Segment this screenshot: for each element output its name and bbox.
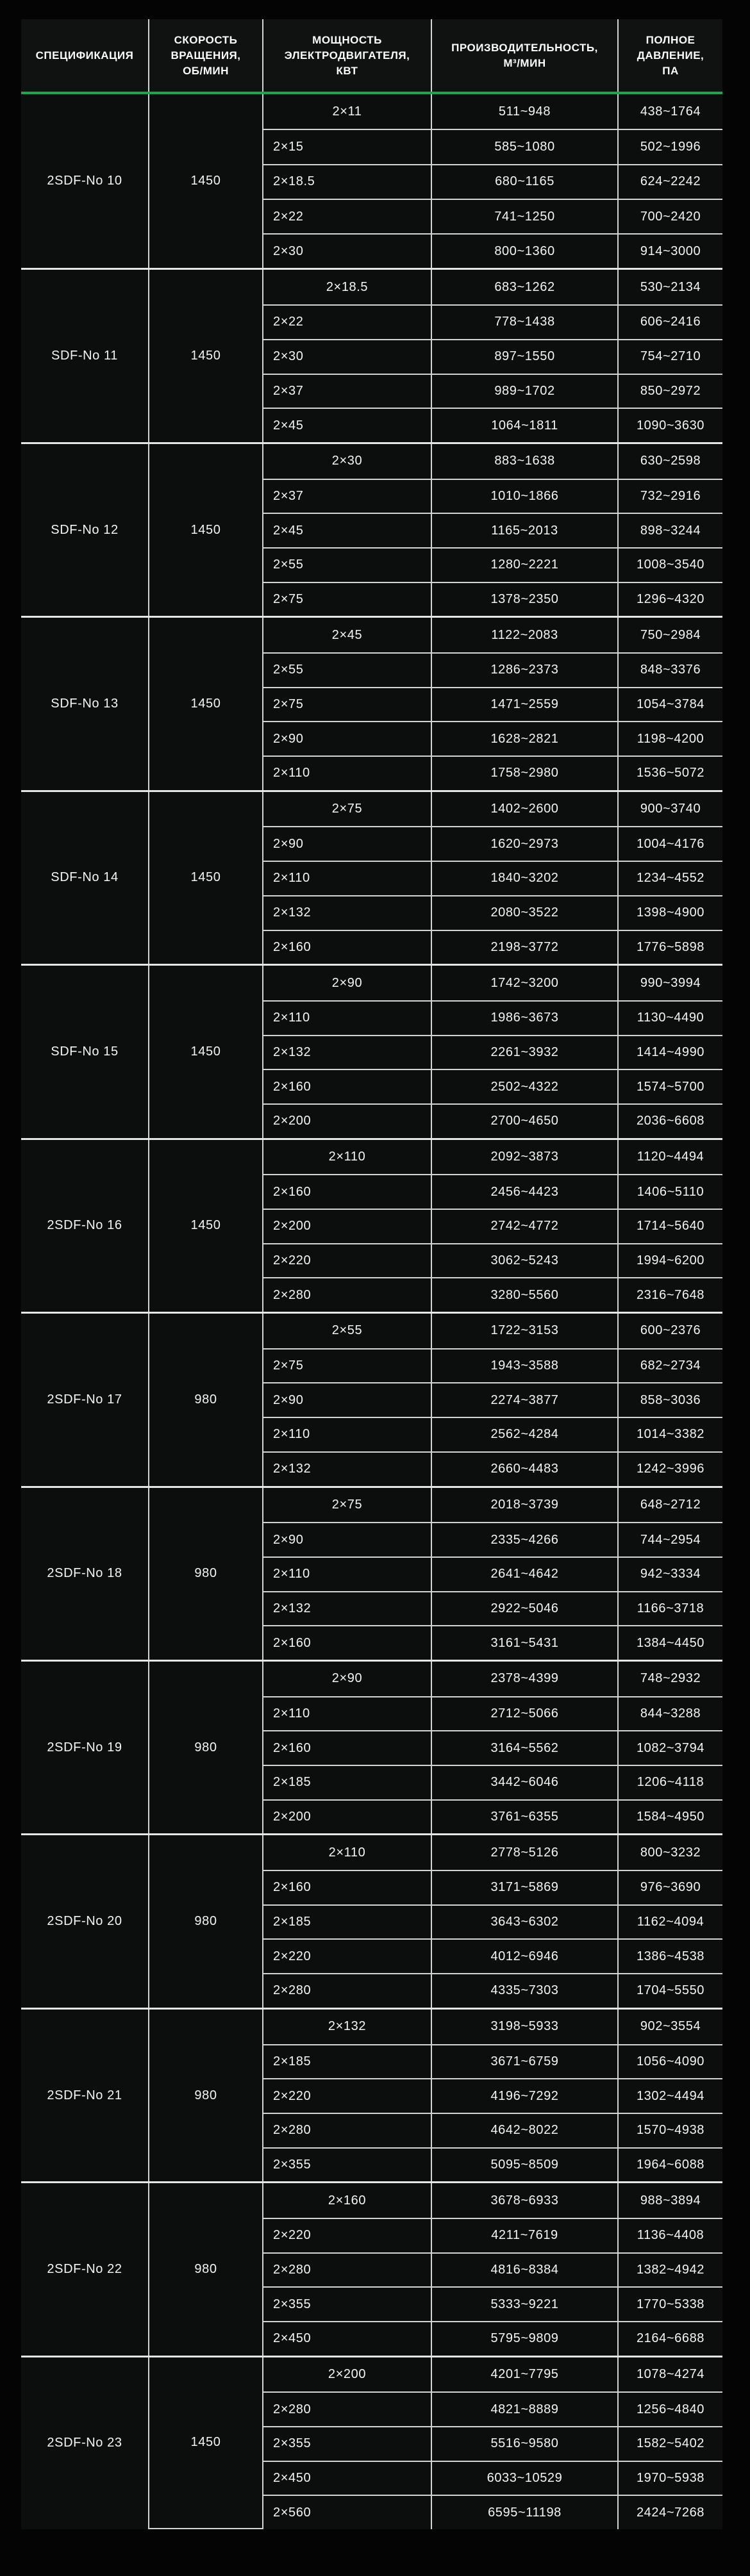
- pressure-cell: 1584~4950: [617, 1799, 722, 1834]
- capacity-cell: 2274~3877: [431, 1382, 617, 1417]
- spec-name: SDF-No 15: [51, 1044, 119, 1059]
- capacity-cell: 2922~5046: [431, 1591, 617, 1626]
- header-cell-total-pressure-line: ПОЛНОЕ: [646, 33, 696, 46]
- power-cell: 2×220: [262, 1938, 431, 1973]
- capacity-cell: 2261~3932: [431, 1035, 617, 1069]
- pressure-cell: 744~2954: [617, 1522, 722, 1556]
- pressure-cell: 1302~4494: [617, 2078, 722, 2113]
- capacity-cell: 3671~6759: [431, 2044, 617, 2079]
- capacity-cell: 1378~2350: [431, 582, 617, 616]
- power-cell: 2×90: [262, 826, 431, 861]
- spec-group: [21, 2356, 722, 2529]
- pressure-cell: 976~3690: [617, 1870, 722, 1904]
- power-cell: 2×110: [262, 755, 431, 790]
- header-cell-total-pressure-line: ДАВЛЕНИЕ,: [637, 49, 704, 62]
- pressure-cell: 900~3740: [617, 792, 722, 827]
- capacity-cell: 1064~1811: [431, 408, 617, 442]
- pressure-cell: 1008~3540: [617, 547, 722, 582]
- pressure-cell: 732~2916: [617, 479, 722, 513]
- capacity-cell: 3198~5933: [431, 2010, 617, 2044]
- power-cell: 2×22: [262, 199, 431, 233]
- power-cell: 2×280: [262, 2252, 431, 2287]
- spec-group: [21, 94, 722, 268]
- capacity-cell: 3761~6355: [431, 1799, 617, 1834]
- pressure-cell: 748~2932: [617, 1662, 722, 1696]
- power-cell: 2×75: [262, 1348, 431, 1383]
- capacity-cell: 2198~3772: [431, 930, 617, 964]
- pressure-cell: 700~2420: [617, 199, 722, 233]
- power-cell: 2×132: [262, 1451, 431, 1486]
- header-cell-rotation-speed: [148, 19, 262, 92]
- capacity-cell: 3164~5562: [431, 1730, 617, 1765]
- power-cell: 2×110: [262, 861, 431, 895]
- pressure-cell: 914~3000: [617, 233, 722, 268]
- capacity-cell: 1471~2559: [431, 687, 617, 722]
- capacity-cell: 2092~3873: [431, 1140, 617, 1175]
- pressure-cell: 1414~4990: [617, 1035, 722, 1069]
- power-cell: 2×280: [262, 1973, 431, 2008]
- spec-group: [21, 616, 722, 789]
- speed-value: 1450: [148, 618, 262, 789]
- pressure-cell: 1004~4176: [617, 826, 722, 861]
- spec-group: [21, 1138, 722, 1312]
- pressure-cell: 1014~3382: [617, 1417, 722, 1451]
- speed-value: 980: [148, 2010, 262, 2181]
- pressure-cell: 1582~5402: [617, 2426, 722, 2461]
- pressure-cell: 624~2242: [617, 164, 722, 199]
- speed-value: 1450: [148, 94, 262, 268]
- pressure-cell: 1234~4552: [617, 861, 722, 895]
- capacity-cell: 683~1262: [431, 270, 617, 304]
- power-cell: 2×280: [262, 2113, 431, 2147]
- capacity-cell: 3678~6933: [431, 2183, 617, 2218]
- power-cell: 2×160: [262, 2183, 431, 2218]
- pressure-cell: 1056~4090: [617, 2044, 722, 2079]
- spec-group: [21, 790, 722, 964]
- power-cell: 2×110: [262, 1417, 431, 1451]
- speed-value: 980: [148, 1314, 262, 1485]
- power-cell: 2×75: [262, 792, 431, 827]
- capacity-cell: 1840~3202: [431, 861, 617, 895]
- power-cell: 2×200: [262, 1209, 431, 1243]
- power-cell: 2×220: [262, 2078, 431, 2113]
- power-cell: 2×30: [262, 339, 431, 374]
- pressure-cell: 1166~3718: [617, 1591, 722, 1626]
- pressure-cell: 1398~4900: [617, 895, 722, 930]
- capacity-cell: 585~1080: [431, 129, 617, 163]
- power-cell: 2×110: [262, 1556, 431, 1591]
- power-cell: 2×132: [262, 895, 431, 930]
- capacity-cell: 3442~6046: [431, 1765, 617, 1799]
- pressure-cell: 902~3554: [617, 2010, 722, 2044]
- speed-value: 980: [148, 1835, 262, 2007]
- power-cell: 2×18.5: [262, 270, 431, 304]
- speed-value: 1450: [148, 792, 262, 964]
- spec-group: [21, 1660, 722, 1833]
- capacity-cell: 2018~3739: [431, 1488, 617, 1523]
- power-cell: 2×15: [262, 129, 431, 163]
- power-cell: 2×185: [262, 1765, 431, 1799]
- pressure-cell: 1570~4938: [617, 2113, 722, 2147]
- capacity-cell: 3161~5431: [431, 1625, 617, 1660]
- capacity-cell: 6033~10529: [431, 2461, 617, 2495]
- pressure-cell: 1384~4450: [617, 1625, 722, 1660]
- capacity-cell: 2641~4642: [431, 1556, 617, 1591]
- capacity-cell: 989~1702: [431, 374, 617, 408]
- power-cell: 2×355: [262, 2426, 431, 2461]
- header-cell-motor-power-line: ЭЛЕКТРОДВИГАТЕЛЯ,: [284, 49, 410, 62]
- capacity-cell: 4335~7303: [431, 1973, 617, 2008]
- power-cell: 2×160: [262, 930, 431, 964]
- pressure-cell: 850~2972: [617, 374, 722, 408]
- capacity-cell: 4816~8384: [431, 2252, 617, 2287]
- capacity-cell: 741~1250: [431, 199, 617, 233]
- pressure-cell: 1776~5898: [617, 930, 722, 964]
- speed-value: 980: [148, 2183, 262, 2355]
- pressure-cell: 2424~7268: [617, 2495, 722, 2529]
- capacity-cell: 3280~5560: [431, 1277, 617, 1312]
- pressure-cell: 1136~4408: [617, 2218, 722, 2252]
- capacity-cell: 3062~5243: [431, 1243, 617, 1278]
- capacity-cell: 2502~4322: [431, 1069, 617, 1103]
- header-cell-capacity-line: М³/МИН: [503, 56, 546, 69]
- power-cell: 2×45: [262, 408, 431, 442]
- power-cell: 2×160: [262, 1870, 431, 1904]
- pressure-cell: 2036~6608: [617, 1103, 722, 1138]
- power-cell: 2×18.5: [262, 164, 431, 199]
- pressure-cell: 754~2710: [617, 339, 722, 374]
- power-cell: 2×90: [262, 1522, 431, 1556]
- power-cell: 2×160: [262, 1069, 431, 1103]
- pressure-cell: 898~3244: [617, 513, 722, 547]
- power-cell: 2×560: [262, 2495, 431, 2529]
- power-cell: 2×110: [262, 1835, 431, 1870]
- header-cell-rotation-speed-line: ОБ/МИН: [183, 64, 229, 77]
- capacity-cell: 3171~5869: [431, 1870, 617, 1904]
- power-cell: 2×450: [262, 2461, 431, 2495]
- spec-name: 2SDF-No 19: [47, 1740, 122, 1754]
- power-cell: 2×11: [262, 94, 431, 129]
- pressure-cell: 1198~4200: [617, 721, 722, 755]
- pressure-cell: 2164~6688: [617, 2321, 722, 2356]
- spec-group: [21, 442, 722, 616]
- table-body: [21, 94, 722, 2529]
- power-cell: 2×220: [262, 1243, 431, 1278]
- capacity-cell: 4642~8022: [431, 2113, 617, 2147]
- spec-group: [21, 964, 722, 1137]
- capacity-cell: 1286~2373: [431, 652, 617, 687]
- spec-name: 2SDF-No 23: [47, 2436, 122, 2450]
- speed-value: 1450: [148, 1140, 262, 1312]
- capacity-cell: 2712~5066: [431, 1696, 617, 1731]
- power-cell: 2×200: [262, 1799, 431, 1834]
- power-cell: 2×55: [262, 1314, 431, 1348]
- capacity-cell: 1742~3200: [431, 966, 617, 1000]
- power-cell: 2×22: [262, 304, 431, 339]
- capacity-cell: 2660~4483: [431, 1451, 617, 1486]
- power-cell: 2×75: [262, 582, 431, 616]
- capacity-cell: 1010~1866: [431, 479, 617, 513]
- capacity-cell: 3643~6302: [431, 1904, 617, 1939]
- pressure-cell: 1090~3630: [617, 408, 722, 442]
- spec-name: 2SDF-No 10: [47, 174, 122, 188]
- capacity-cell: 1620~2973: [431, 826, 617, 861]
- pressure-cell: 1082~3794: [617, 1730, 722, 1765]
- power-cell: 2×200: [262, 1103, 431, 1138]
- power-cell: 2×355: [262, 2147, 431, 2182]
- power-cell: 2×75: [262, 1488, 431, 1523]
- capacity-cell: 2742~4772: [431, 1209, 617, 1243]
- capacity-cell: 1628~2821: [431, 721, 617, 755]
- power-cell: 2×37: [262, 374, 431, 408]
- pressure-cell: 1382~4942: [617, 2252, 722, 2287]
- power-cell: 2×90: [262, 1382, 431, 1417]
- power-cell: 2×160: [262, 1730, 431, 1765]
- power-cell: 2×110: [262, 1140, 431, 1175]
- capacity-cell: 2378~4399: [431, 1662, 617, 1696]
- pressure-cell: 800~3232: [617, 1835, 722, 1870]
- power-cell: 2×37: [262, 479, 431, 513]
- spec-name: SDF-No 13: [51, 697, 119, 711]
- capacity-cell: 1122~2083: [431, 618, 617, 652]
- capacity-cell: 1943~3588: [431, 1348, 617, 1383]
- spec-name: 2SDF-No 20: [47, 1914, 122, 1929]
- pressure-cell: 990~3994: [617, 966, 722, 1000]
- pressure-cell: 1964~6088: [617, 2147, 722, 2182]
- pressure-cell: 1536~5072: [617, 755, 722, 790]
- pressure-cell: 844~3288: [617, 1696, 722, 1731]
- pressure-cell: 848~3376: [617, 652, 722, 687]
- capacity-cell: 4211~7619: [431, 2218, 617, 2252]
- capacity-cell: 2335~4266: [431, 1522, 617, 1556]
- power-cell: 2×160: [262, 1625, 431, 1660]
- speed-value: 1450: [148, 270, 262, 442]
- speed-value: 980: [148, 1662, 262, 1833]
- spec-name: SDF-No 12: [51, 522, 119, 537]
- header-cell-total-pressure: [617, 19, 722, 92]
- pressure-cell: 988~3894: [617, 2183, 722, 2218]
- pressure-cell: 1054~3784: [617, 687, 722, 722]
- header-cell-specification: [21, 19, 148, 92]
- spec-group: [21, 1833, 722, 2007]
- capacity-cell: 511~948: [431, 94, 617, 129]
- power-cell: 2×110: [262, 1696, 431, 1731]
- power-cell: 2×355: [262, 2286, 431, 2321]
- power-cell: 2×132: [262, 1591, 431, 1626]
- header-cell-rotation-speed-line: СКОРОСТЬ: [174, 33, 238, 46]
- header-cell-capacity-line: ПРОИЗВОДИТЕЛЬНОСТЬ,: [451, 41, 598, 54]
- power-cell: 2×30: [262, 444, 431, 479]
- power-cell: 2×45: [262, 618, 431, 652]
- pressure-cell: 606~2416: [617, 304, 722, 339]
- capacity-cell: 5095~8509: [431, 2147, 617, 2182]
- power-cell: 2×90: [262, 966, 431, 1000]
- pressure-cell: 1256~4840: [617, 2391, 722, 2426]
- pressure-cell: 1574~5700: [617, 1069, 722, 1103]
- pressure-cell: 2316~7648: [617, 1277, 722, 1312]
- spec-group: [21, 268, 722, 442]
- capacity-cell: 5795~9809: [431, 2321, 617, 2356]
- power-cell: 2×160: [262, 1174, 431, 1209]
- pressure-cell: 648~2712: [617, 1488, 722, 1523]
- capacity-cell: 883~1638: [431, 444, 617, 479]
- pressure-cell: 1120~4494: [617, 1140, 722, 1175]
- pressure-cell: 1994~6200: [617, 1243, 722, 1278]
- spec-name: 2SDF-No 18: [47, 1566, 122, 1581]
- spec-name: SDF-No 14: [51, 870, 119, 885]
- pressure-cell: 1770~5338: [617, 2286, 722, 2321]
- capacity-cell: 2080~3522: [431, 895, 617, 930]
- header-cell-motor-power-line: КВТ: [336, 64, 358, 77]
- capacity-cell: 1402~2600: [431, 792, 617, 827]
- pressure-cell: 1970~5938: [617, 2461, 722, 2495]
- power-cell: 2×110: [262, 1000, 431, 1035]
- spec-name: 2SDF-No 21: [47, 2088, 122, 2102]
- capacity-cell: 2562~4284: [431, 1417, 617, 1451]
- pressure-cell: 1406~5110: [617, 1174, 722, 1209]
- spec-group: [21, 2008, 722, 2181]
- capacity-cell: 5333~9221: [431, 2286, 617, 2321]
- power-cell: 2×280: [262, 1277, 431, 1312]
- power-cell: 2×220: [262, 2218, 431, 2252]
- header-cell-rotation-speed-line: ВРАЩЕНИЯ,: [171, 49, 241, 62]
- pressure-cell: 750~2984: [617, 618, 722, 652]
- capacity-cell: 4201~7795: [431, 2357, 617, 2392]
- capacity-cell: 5516~9580: [431, 2426, 617, 2461]
- capacity-cell: 1722~3153: [431, 1314, 617, 1348]
- capacity-cell: 2456~4423: [431, 1174, 617, 1209]
- speed-value: 1450: [148, 2357, 262, 2529]
- pressure-cell: 1386~4538: [617, 1938, 722, 1973]
- pressure-cell: 530~2134: [617, 270, 722, 304]
- pressure-cell: 600~2376: [617, 1314, 722, 1348]
- header-cell-motor-power: [262, 19, 431, 92]
- power-cell: 2×185: [262, 2044, 431, 2079]
- capacity-cell: 4821~8889: [431, 2391, 617, 2426]
- capacity-cell: 6595~11198: [431, 2495, 617, 2529]
- power-cell: 2×55: [262, 652, 431, 687]
- spec-name: 2SDF-No 17: [47, 1392, 122, 1407]
- pressure-cell: 502~1996: [617, 129, 722, 163]
- power-cell: 2×45: [262, 513, 431, 547]
- speed-value: 1450: [148, 444, 262, 616]
- capacity-cell: 1165~2013: [431, 513, 617, 547]
- spec-name: 2SDF-No 16: [47, 1218, 122, 1233]
- capacity-cell: 1280~2221: [431, 547, 617, 582]
- spec-group: [21, 1312, 722, 1485]
- power-cell: 2×55: [262, 547, 431, 582]
- capacity-cell: 897~1550: [431, 339, 617, 374]
- pressure-cell: 1242~3996: [617, 1451, 722, 1486]
- capacity-cell: 1986~3673: [431, 1000, 617, 1035]
- pressure-cell: 630~2598: [617, 444, 722, 479]
- pressure-cell: 858~3036: [617, 1382, 722, 1417]
- spec-name: SDF-No 11: [51, 349, 118, 363]
- speed-value: 1450: [148, 966, 262, 1137]
- power-cell: 2×200: [262, 2357, 431, 2392]
- power-cell: 2×90: [262, 1662, 431, 1696]
- header-cell-motor-power-line: МОЩНОСТЬ: [312, 33, 382, 46]
- spec-group: [21, 1486, 722, 1660]
- power-cell: 2×132: [262, 1035, 431, 1069]
- pressure-cell: 1130~4490: [617, 1000, 722, 1035]
- pressure-cell: 1162~4094: [617, 1904, 722, 1939]
- pressure-cell: 1296~4320: [617, 582, 722, 616]
- spec-table: [21, 19, 722, 2529]
- pressure-cell: 942~3334: [617, 1556, 722, 1591]
- header-cell-specification-line: СПЕЦИФИКАЦИЯ: [35, 49, 134, 62]
- capacity-cell: 4012~6946: [431, 1938, 617, 1973]
- capacity-cell: 680~1165: [431, 164, 617, 199]
- spec-name: 2SDF-No 22: [47, 2261, 122, 2276]
- pressure-cell: 1714~5640: [617, 1209, 722, 1243]
- pressure-cell: 438~1764: [617, 94, 722, 129]
- speed-value: 980: [148, 1488, 262, 1660]
- spec-group: [21, 2181, 722, 2355]
- capacity-cell: 1758~2980: [431, 755, 617, 790]
- header-cell-capacity: [431, 19, 617, 92]
- table-header: [21, 19, 722, 94]
- capacity-cell: 4196~7292: [431, 2078, 617, 2113]
- power-cell: 2×132: [262, 2010, 431, 2044]
- capacity-cell: 800~1360: [431, 233, 617, 268]
- pressure-cell: 682~2734: [617, 1348, 722, 1383]
- power-cell: 2×90: [262, 721, 431, 755]
- power-cell: 2×450: [262, 2321, 431, 2356]
- capacity-cell: 2778~5126: [431, 1835, 617, 1870]
- power-cell: 2×185: [262, 1904, 431, 1939]
- pressure-cell: 1206~4118: [617, 1765, 722, 1799]
- capacity-cell: 2700~4650: [431, 1103, 617, 1138]
- capacity-cell: 778~1438: [431, 304, 617, 339]
- power-cell: 2×30: [262, 233, 431, 268]
- pressure-cell: 1704~5550: [617, 1973, 722, 2008]
- power-cell: 2×280: [262, 2391, 431, 2426]
- power-cell: 2×75: [262, 687, 431, 722]
- pressure-cell: 1078~4274: [617, 2357, 722, 2392]
- header-cell-total-pressure-line: ПА: [662, 64, 679, 77]
